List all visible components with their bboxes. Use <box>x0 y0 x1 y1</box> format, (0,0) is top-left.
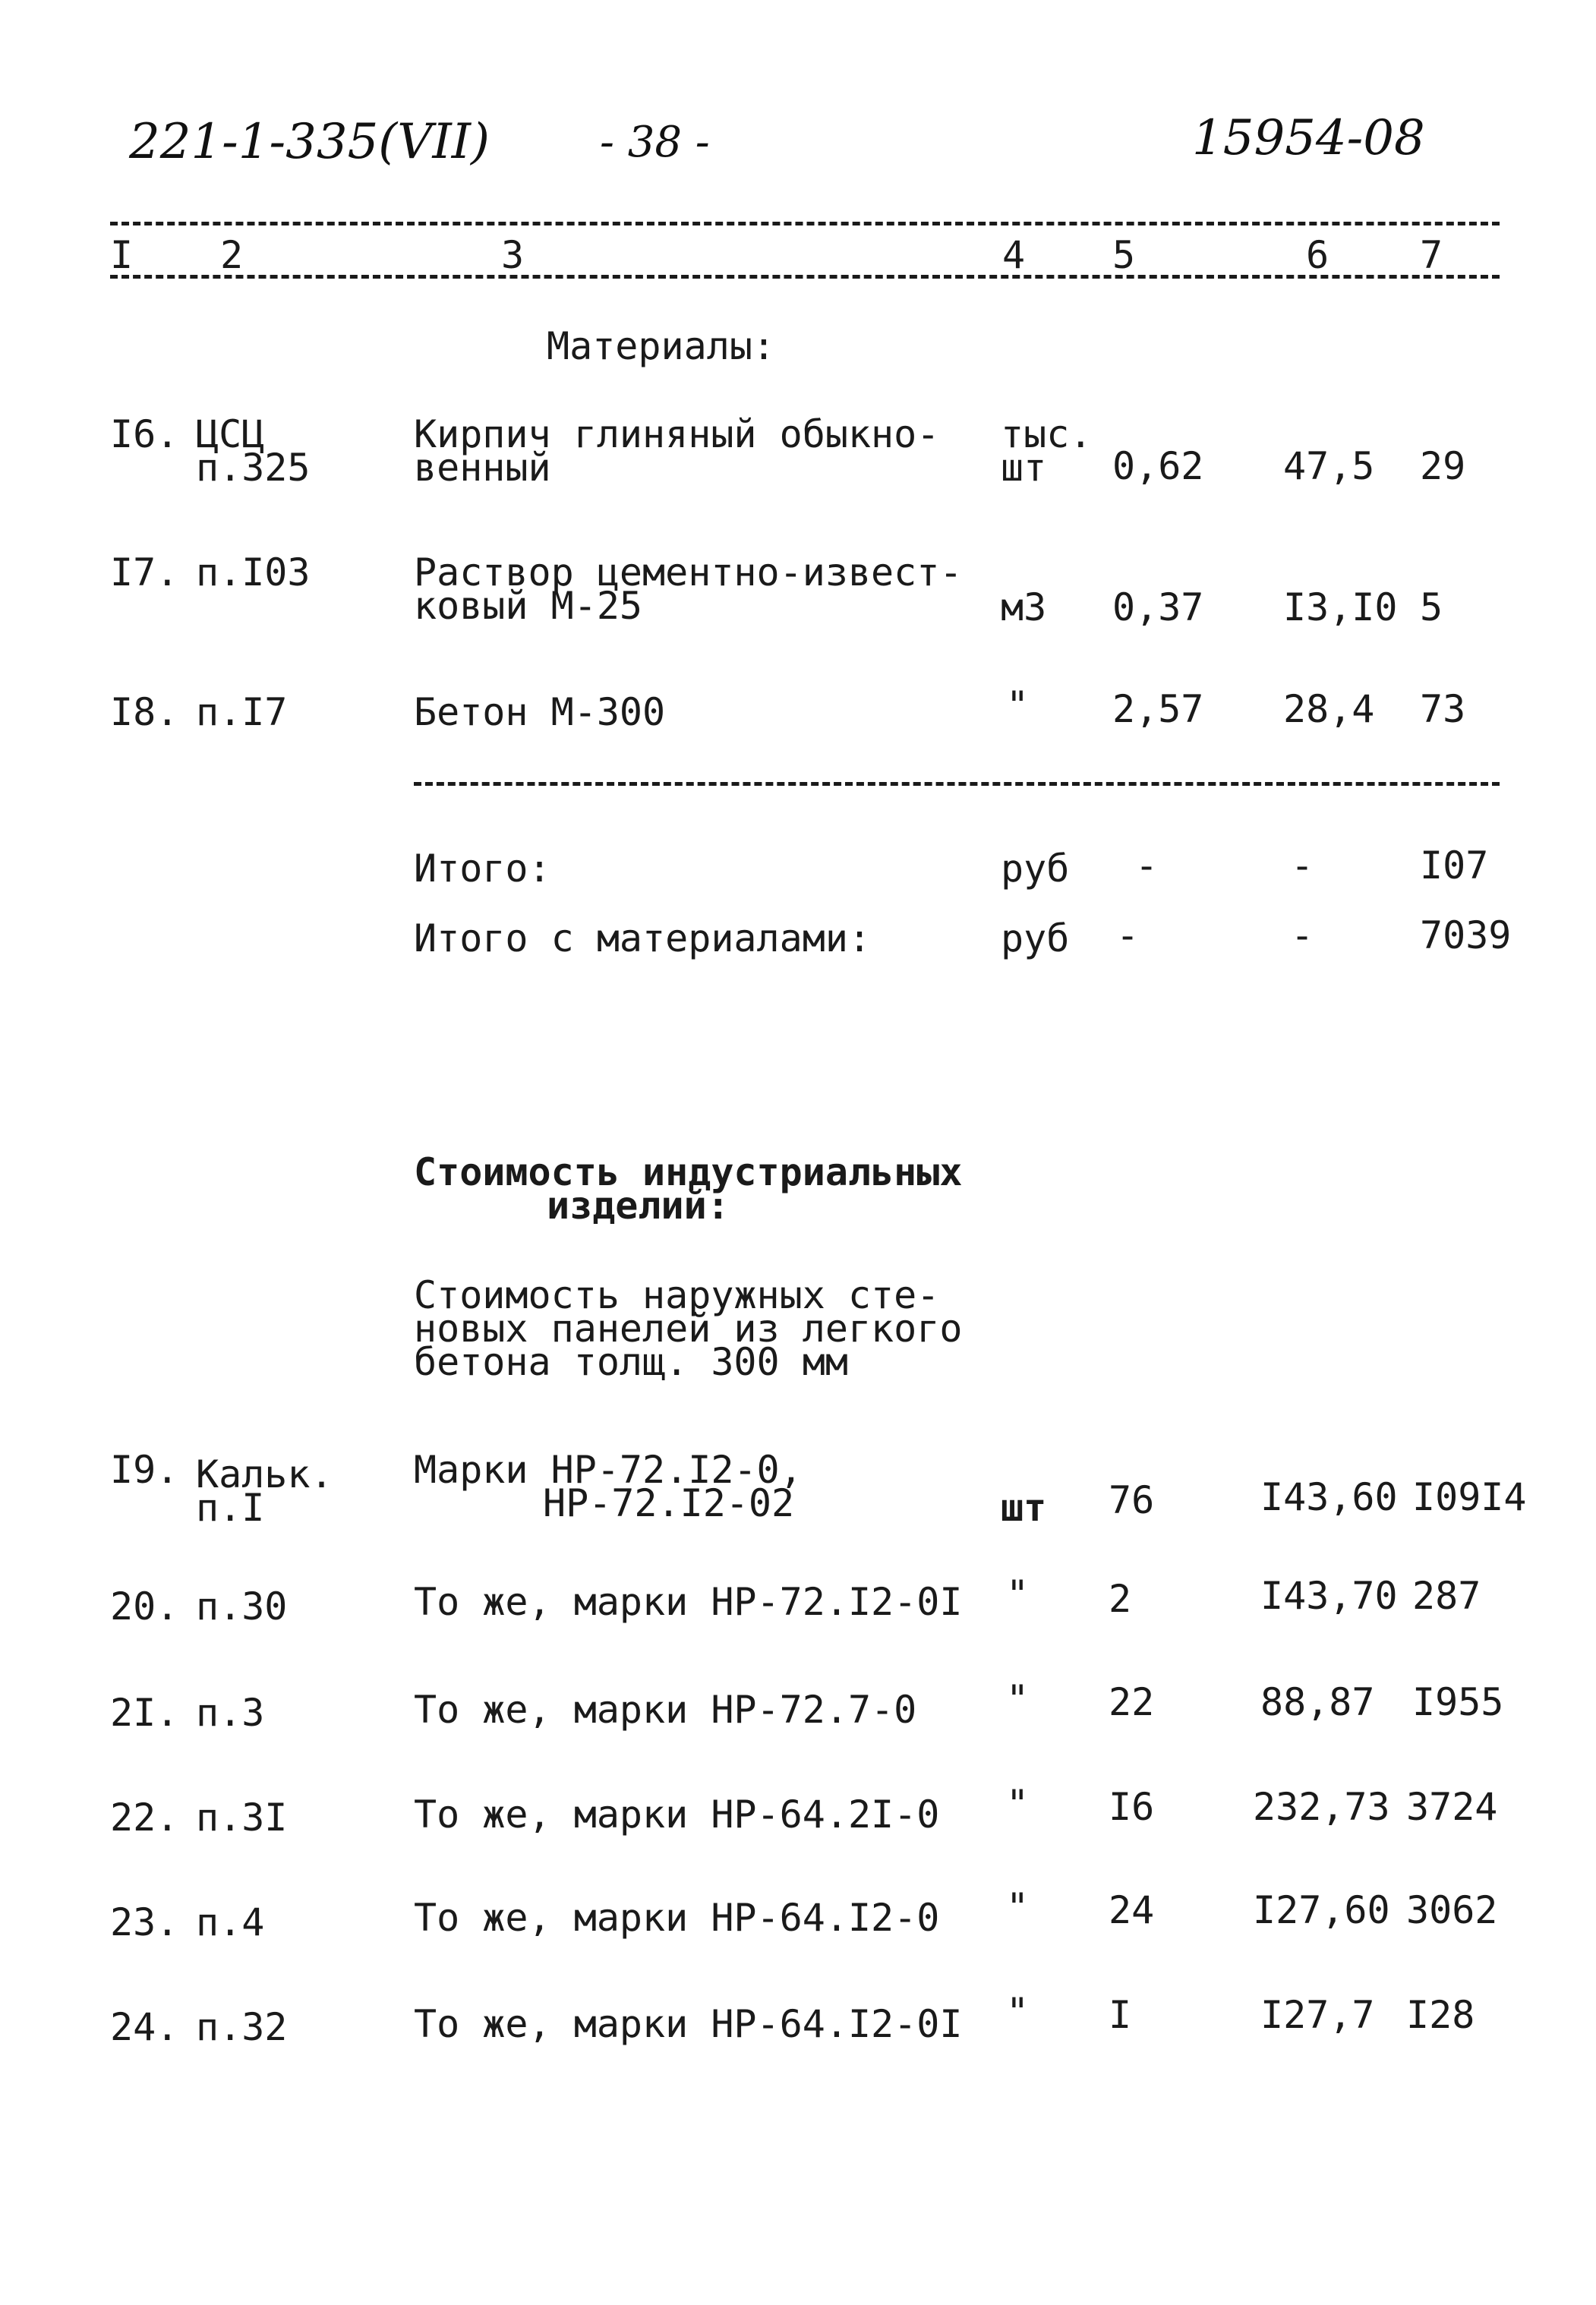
row-unit: " <box>1006 1572 1030 1616</box>
row-quantity: 2,57 <box>1112 687 1204 731</box>
row-reference: п.3I <box>196 1796 288 1840</box>
row-reference: п.3 <box>196 1691 265 1735</box>
row-reference: Кальк. <box>196 1452 333 1496</box>
row-unit-price: I27,7 <box>1260 1993 1375 2037</box>
row-reference: п.I03 <box>196 550 311 594</box>
industrial-subheading: Стоимость наружных сте- <box>414 1273 940 1317</box>
industrial-subheading-line3: бетона толщ. 300 мм <box>414 1340 848 1384</box>
total-quantity: - <box>1116 913 1140 957</box>
row-number: I7. <box>110 550 179 594</box>
row-reference: ЦСЦ <box>196 412 265 456</box>
total-label: Итого с материалами: <box>414 916 872 960</box>
row-number: 2I. <box>110 1691 179 1735</box>
row-total: I955 <box>1412 1680 1504 1724</box>
total-label: Итого: <box>414 847 551 891</box>
row-name: То же, марки НР-72.7-0 <box>414 1688 917 1732</box>
industrial-heading-line2: изделий: <box>547 1184 730 1228</box>
total-unit: руб <box>1001 847 1070 891</box>
row-unit-price: 88,87 <box>1260 1680 1375 1724</box>
row-reference: п.4 <box>196 1900 265 1944</box>
row-name: Кирпич глиняный обыкно- <box>414 412 940 456</box>
row-quantity: 24 <box>1109 1888 1155 1932</box>
row-total: 5 <box>1420 585 1443 629</box>
row-quantity: I <box>1109 1993 1132 2037</box>
row-unit: " <box>1006 1782 1030 1826</box>
row-reference: п.30 <box>196 1584 288 1629</box>
row-unit: " <box>1006 1885 1030 1929</box>
row-total: 3062 <box>1406 1888 1498 1932</box>
row-unit-price: I43,70 <box>1260 1574 1398 1618</box>
row-name-line2: НР-72.I2-02 <box>543 1481 795 1525</box>
inventory-number: 15954-08 <box>1192 110 1425 166</box>
row-total: 73 <box>1420 687 1466 731</box>
total-quantity: - <box>1135 843 1159 888</box>
row-total: 287 <box>1412 1574 1481 1618</box>
row-quantity: 2 <box>1109 1577 1132 1621</box>
header-rule-top <box>110 222 1500 225</box>
page-number: - 38 - <box>600 118 710 167</box>
row-reference: п.32 <box>196 2005 288 2049</box>
column-number-3: 3 <box>501 233 525 277</box>
row-number: 22. <box>110 1796 179 1840</box>
totals-divider <box>414 782 1500 786</box>
row-number: I9. <box>110 1448 179 1492</box>
column-number-5: 5 <box>1112 233 1136 277</box>
row-name-line2: венный <box>414 446 551 490</box>
header-rule-bottom <box>110 275 1500 279</box>
row-unit-price: 47,5 <box>1283 444 1375 488</box>
row-number: 20. <box>110 1584 179 1629</box>
row-reference-line2: п.325 <box>196 446 311 490</box>
row-name: То же, марки НР-64.2I-0 <box>414 1793 940 1837</box>
row-reference: п.I7 <box>196 690 288 734</box>
materials-heading: Материалы: <box>547 324 776 368</box>
row-name: Марки НР-72.I2-0, <box>414 1448 803 1492</box>
row-unit-price: I3,I0 <box>1283 585 1398 629</box>
row-number: 24. <box>110 2005 179 2049</box>
row-name: То же, марки НР-64.I2-0 <box>414 1896 940 1940</box>
row-total: I09I4 <box>1412 1475 1527 1519</box>
row-name: Бетон М-300 <box>414 690 666 734</box>
row-unit: тыс. <box>1001 412 1093 456</box>
row-unit-line2: шт <box>1001 446 1047 490</box>
row-name: То же, марки НР-64.I2-0I <box>414 2002 963 2046</box>
row-quantity: 76 <box>1109 1478 1155 1522</box>
industrial-subheading-line2: новых панелей из легкого <box>414 1307 963 1351</box>
row-unit: " <box>1006 1990 1030 2034</box>
row-unit-price: 232,73 <box>1253 1785 1390 1829</box>
row-unit-price: I43,60 <box>1260 1475 1398 1519</box>
row-number: I8. <box>110 690 179 734</box>
row-name: Раствор цементно-извест- <box>414 550 963 594</box>
row-quantity: I6 <box>1109 1785 1155 1829</box>
row-reference-line2: п.I <box>196 1486 265 1530</box>
row-quantity: 22 <box>1109 1680 1155 1724</box>
row-unit-price: I27,60 <box>1253 1888 1390 1932</box>
row-name-line2: ковый М-25 <box>414 584 643 628</box>
row-total: I28 <box>1406 1993 1475 2037</box>
total-value: I07 <box>1420 843 1489 888</box>
row-unit: шт <box>1001 1486 1047 1530</box>
column-number-1: I <box>110 233 134 277</box>
column-number-2: 2 <box>220 233 244 277</box>
total-value: 7039 <box>1420 913 1512 957</box>
total-unit: руб <box>1001 916 1070 960</box>
column-number-4: 4 <box>1002 233 1026 277</box>
row-number: I6. <box>110 412 179 456</box>
row-unit: " <box>1006 1677 1030 1721</box>
industrial-heading: Стоимость индустриальных <box>414 1150 963 1194</box>
row-number: 23. <box>110 1900 179 1944</box>
total-unit-price: - <box>1291 843 1314 888</box>
document-code: 221-1-335(VII) <box>129 114 490 170</box>
row-unit-price: 28,4 <box>1283 687 1375 731</box>
row-total: 3724 <box>1406 1785 1498 1829</box>
row-quantity: 0,37 <box>1112 585 1204 629</box>
row-total: 29 <box>1420 444 1466 488</box>
row-unit: м3 <box>1001 585 1047 629</box>
total-unit-price: - <box>1291 913 1314 957</box>
row-name: То же, марки НР-72.I2-0I <box>414 1580 963 1624</box>
row-unit: " <box>1006 683 1030 727</box>
column-number-7: 7 <box>1420 233 1443 277</box>
row-quantity: 0,62 <box>1112 444 1204 488</box>
column-number-6: 6 <box>1306 233 1329 277</box>
